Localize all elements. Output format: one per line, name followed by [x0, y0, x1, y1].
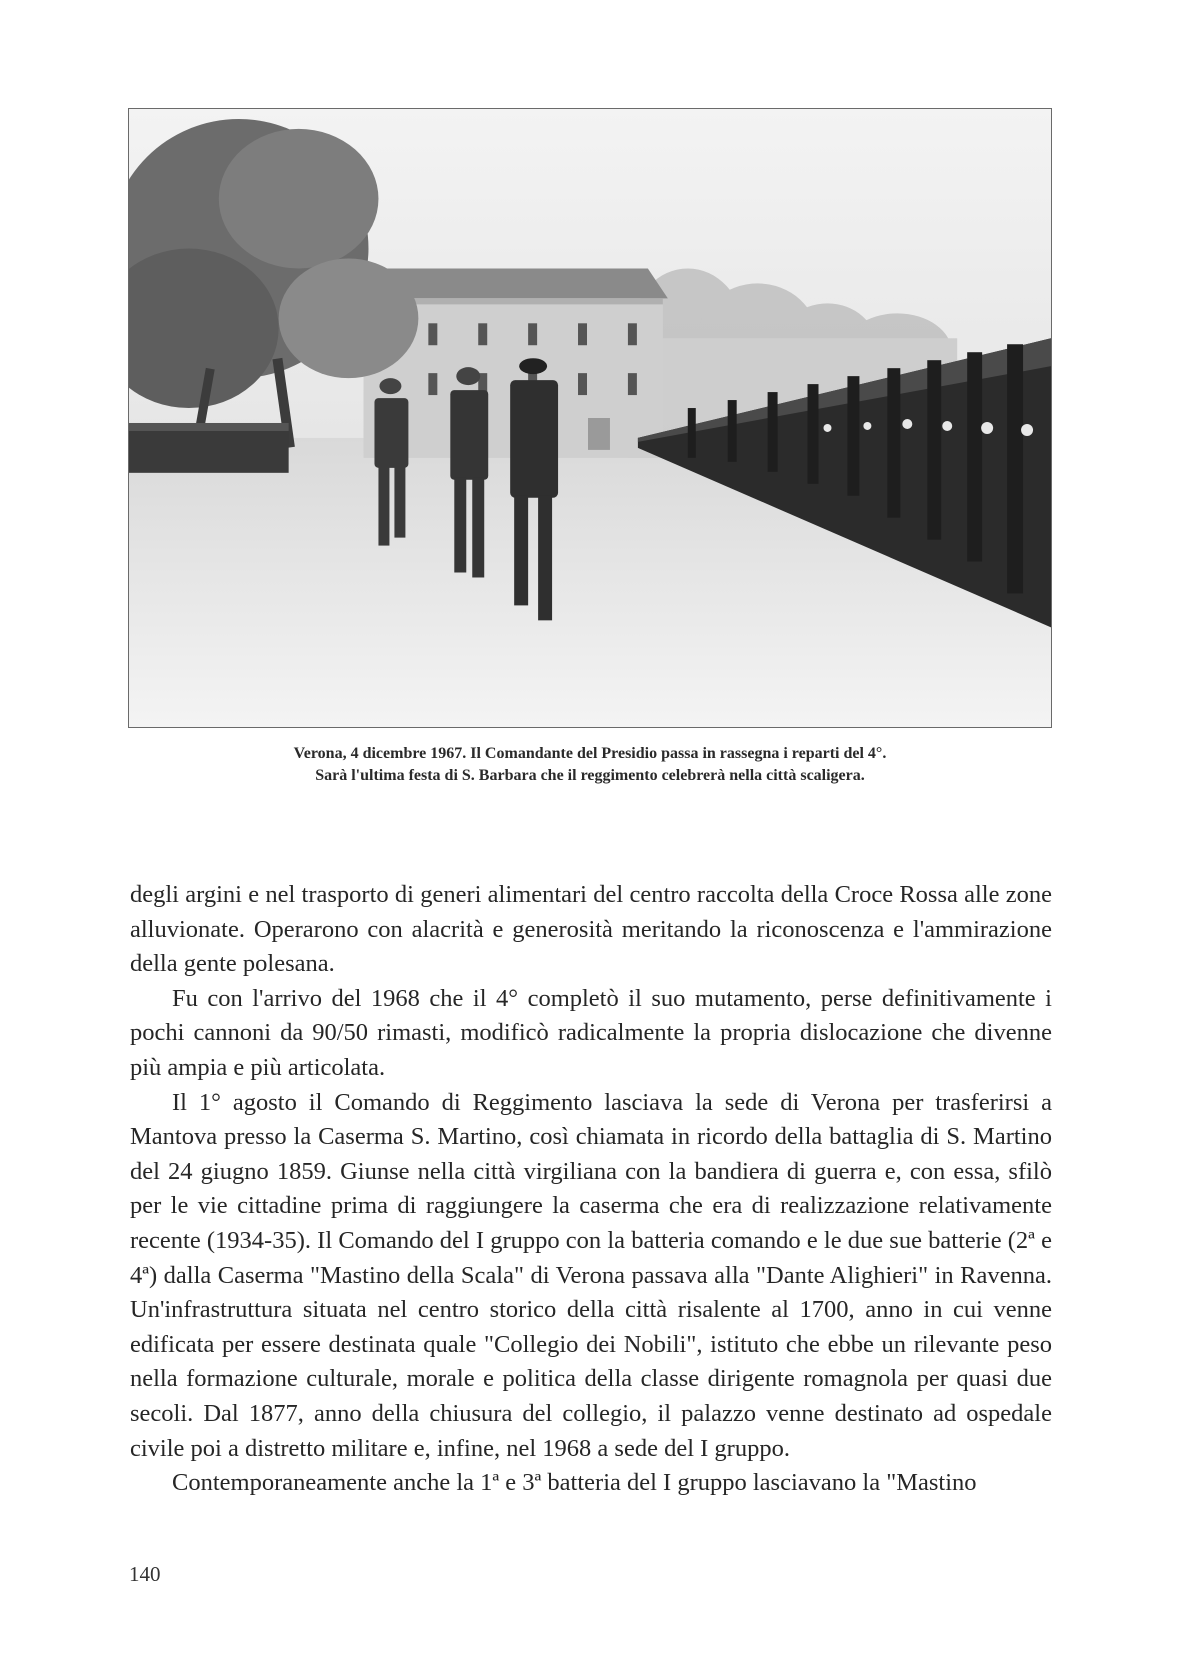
parade-photograph — [128, 108, 1052, 728]
caption-line-1: Verona, 4 dicembre 1967. Il Comandante del Presidio passa in rassegna i reparti del 4°. — [293, 745, 887, 762]
paragraph-3: Il 1° agosto il Comando di Reggimento lasciava la sede di Verona per trasferirsi a Mantova presso la Caserma S. Martino, così chiamata in ricordo della battaglia di S. Martino del 24 giugno 1859. Giunse nella città virgiliana con la bandiera di guerra e, con essa, sfilò per le vie cittadine prima di raggiungere la caserma che era di realizzazione relativamente recente (1934-35). Il Comando del I gruppo con la batteria comando e le due sue batterie (2ª e 4ª) dalla Caserma "Mastino della Scala" di Verona passava alla "Dante Alighieri" in Ravenna. Un'infrastruttura situata nel centro storico della città risalente al 1700, anno in cui venne edificata per essere destinata quale "Collegio dei Nobili", istituto che ebbe un rilevante peso nella formazione culturale, morale e politica della classe dirigente romagnola per quasi due secoli. Dal 1877, anno della chiusura del collegio, il palazzo venne destinato ad ospedale civile poi a distretto militare e, infine, nel 1968 a sede del I gruppo. — [130, 1088, 1052, 1462]
left-troop-rows — [129, 423, 289, 473]
photo-caption — [128, 743, 1052, 787]
page-number: 140 — [129, 1562, 161, 1586]
parade-scene — [129, 109, 1051, 727]
paragraph-4: Contemporaneamente anche la 1ª e 3ª batteria del I gruppo lasciavano la "Mastino — [172, 1469, 977, 1497]
paragraph-1: degli argini e nel trasporto di generi alimentari del centro raccolta della Croce Rossa alle zone alluvionate. Operarono con alacrità e generosità meritando la riconoscenza e l'ammirazione della gente polesana. — [130, 881, 1052, 978]
body-text — [130, 878, 1052, 1501]
caption-line-2: Sarà l'ultima festa di S. Barbara che il reggimento celebrerà nella città scaligera. — [315, 767, 865, 784]
paragraph-2: Fu con l'arrivo del 1968 che il 4° completò il suo mutamento, perse definitivamente i pochi cannoni da 90/50 rimasti, modificò radicalmente la propria dislocazione che divenne più ampia e più articolata. — [130, 984, 1052, 1081]
